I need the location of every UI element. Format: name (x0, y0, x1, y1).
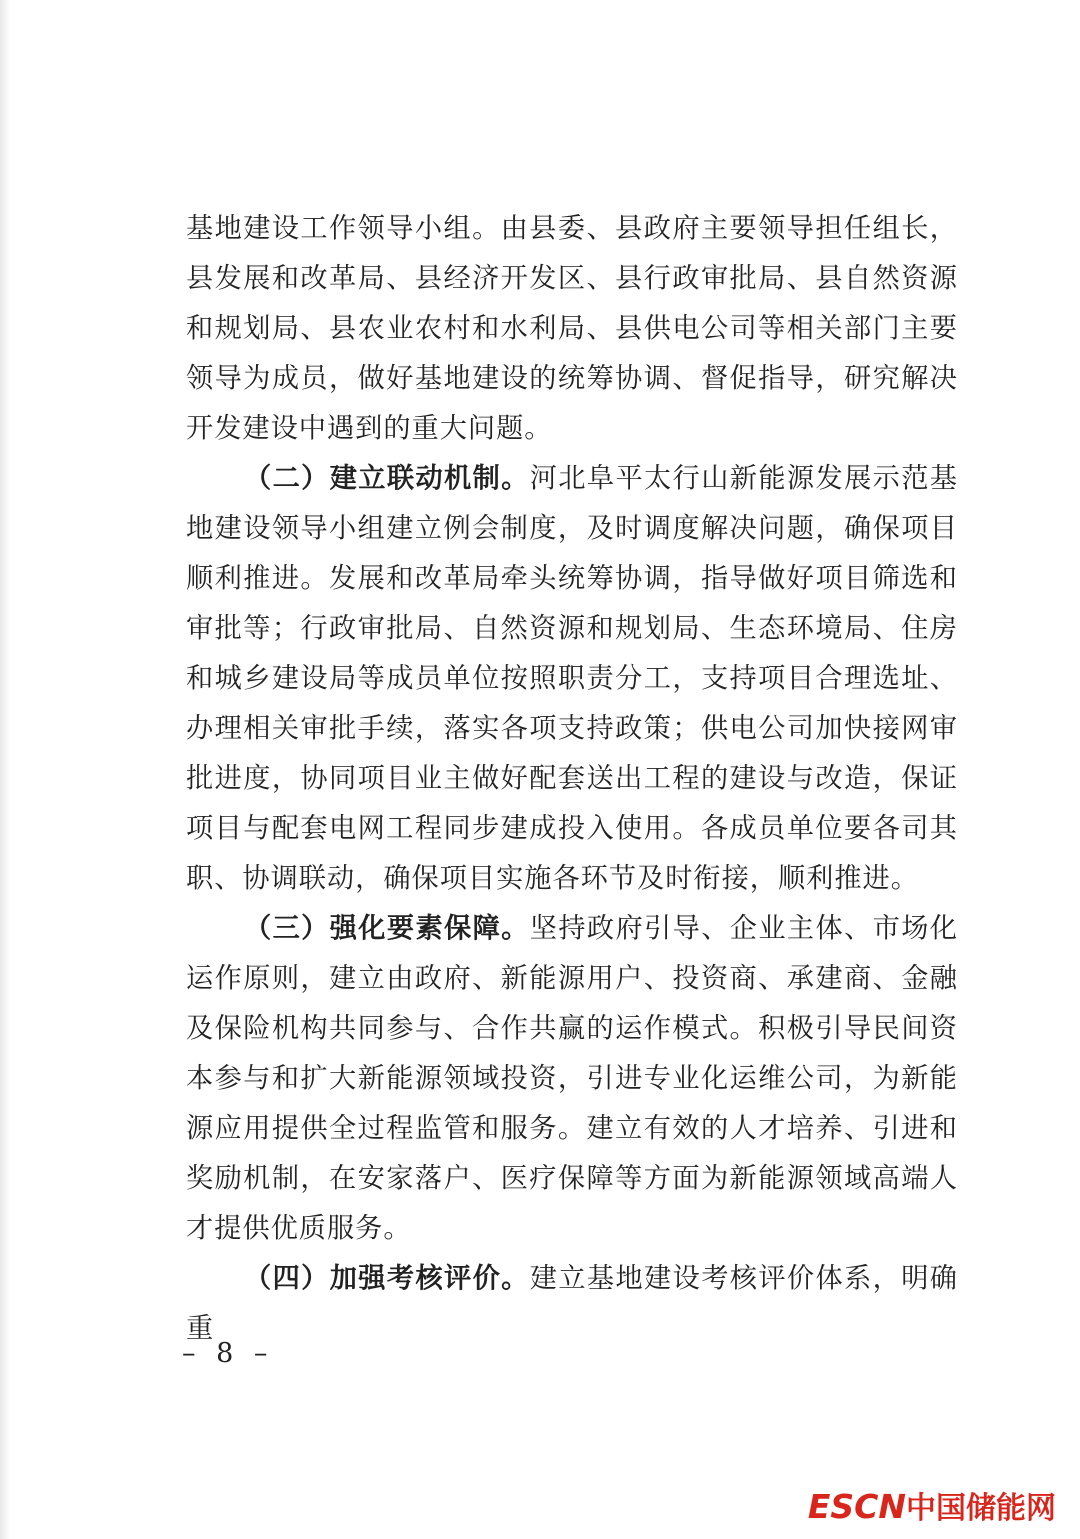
paragraph-4-text: 建立基地建设考核评价体系，明确重 (186, 1263, 958, 1344)
paragraph-1 (186, 204, 958, 454)
page-edge-shadow (0, 0, 10, 1539)
paragraph-2-text: 河北阜平太行山新能源发展示范基地建设领导小组建立例会制度，及时调度解决问题，确保项目顺利推进。发展和改革局牵头统筹协调，指导做好项目筛选和审批等；行政审批局、自然资源和规划局、生态环境局、住房和城乡建设局等成员单位按照职责分工，支持项目合理选址、办理相关审批手续，落实各项支持政策；供电公司加快接网审批进度，协同项目业主做好配套送出工程的建设与改造，保证项目与配套电网工程同步建成投入使用。各成员单位要各司其职、协调联动，确保项目实施各环节及时衔接，顺利推进。 (186, 463, 958, 894)
watermark-chinese: 中国储能网 (906, 1491, 1056, 1526)
paragraph-1-text: 基地建设工作领导小组。由县委、县政府主要领导担任组长，县发展和改革局、县经济开发区、县行政审批局、县自然资源和规划局、县农业农村和水利局、县供电公司等相关部门主要领导为成员，做好基地建设的统筹协调、督促指导，研究解决开发建设中遇到的重大问题。 (186, 213, 958, 444)
paragraph-4-heading: （四）加强考核评价。 (244, 1263, 530, 1294)
paragraph-2-heading: （二）建立联动机制。 (244, 463, 530, 494)
watermark-latin: ESCN (807, 1487, 906, 1526)
paragraph-3-text: 坚持政府引导、企业主体、市场化运作原则，建立由政府、新能源用户、投资商、承建商、金融及保险机构共同参与、合作共赢的运作模式。积极引导民间资本参与和扩大新能源领域投资，引进专业化运维公司，为新能源应用提供全过程监管和服务。建立有效的人才培养、引进和奖励机制，在安家落户、医疗保障等方面为新能源领域高端人才提供优质服务。 (186, 913, 958, 1244)
document-body (186, 204, 958, 1354)
paragraph-4 (186, 1254, 958, 1354)
paragraph-3 (186, 904, 958, 1254)
page-number: – 8 – (182, 1338, 274, 1369)
paragraph-3-heading: （三）强化要素保障。 (244, 913, 530, 944)
paragraph-2 (186, 454, 958, 904)
escn-watermark-logo (808, 1483, 1056, 1527)
